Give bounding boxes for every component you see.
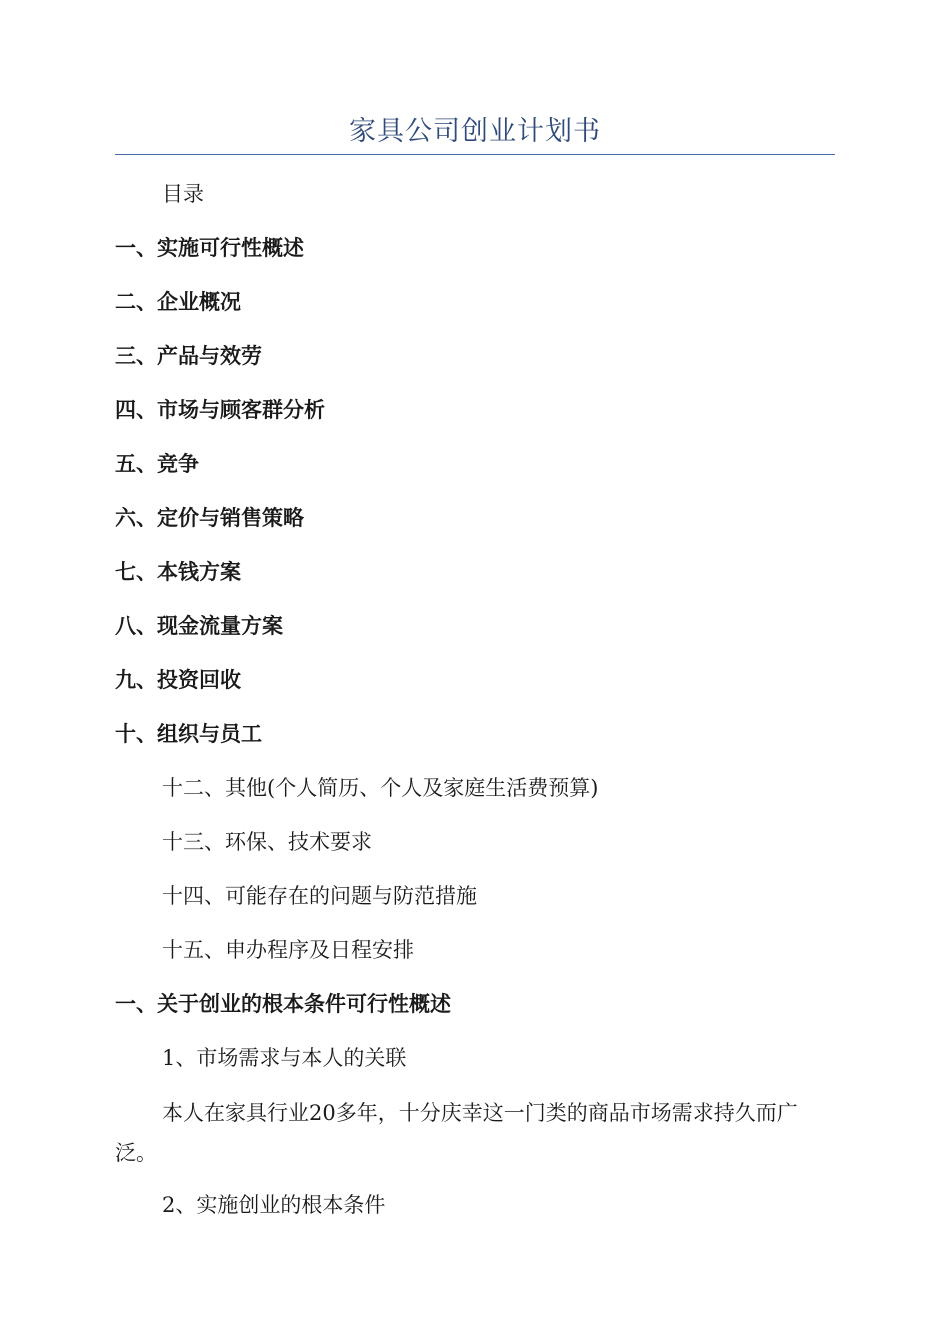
subsection-heading: 2、实施创业的根本条件 — [162, 1193, 386, 1217]
toc-item: 六、定价与销售策略 — [115, 506, 304, 530]
body-paragraph: 本人在家具行业20多年，十分庆幸这一门类的商品市场需求持久而广泛。 — [115, 1101, 798, 1165]
toc-item: 三、产品与效劳 — [115, 344, 262, 368]
section-heading: 一、关于创业的根本条件可行性概述 — [115, 992, 451, 1016]
title-underline — [115, 154, 835, 155]
toc-item: 十、组织与员工 — [115, 722, 262, 746]
document-title: 家具公司创业计划书 — [349, 116, 601, 147]
toc-item: 五、竞争 — [115, 452, 199, 476]
toc-item: 九、投资回收 — [115, 668, 241, 692]
subsection-heading: 1、市场需求与本人的关联 — [162, 1046, 407, 1070]
toc-item: 十三、环保、技术要求 — [162, 830, 372, 854]
toc-item: 二、企业概况 — [115, 290, 241, 314]
toc-item: 七、本钱方案 — [115, 560, 241, 584]
toc-item: 四、市场与顾客群分析 — [115, 398, 325, 422]
toc-item: 十四、可能存在的问题与防范措施 — [162, 884, 477, 908]
toc-item: 八、现金流量方案 — [115, 614, 283, 638]
toc-item: 一、实施可行性概述 — [115, 236, 304, 260]
toc-item: 十二、其他(个人简历、个人及家庭生活费预算) — [162, 776, 599, 800]
toc-item: 十五、申办程序及日程安排 — [162, 938, 414, 962]
toc-label: 目录 — [162, 182, 204, 206]
